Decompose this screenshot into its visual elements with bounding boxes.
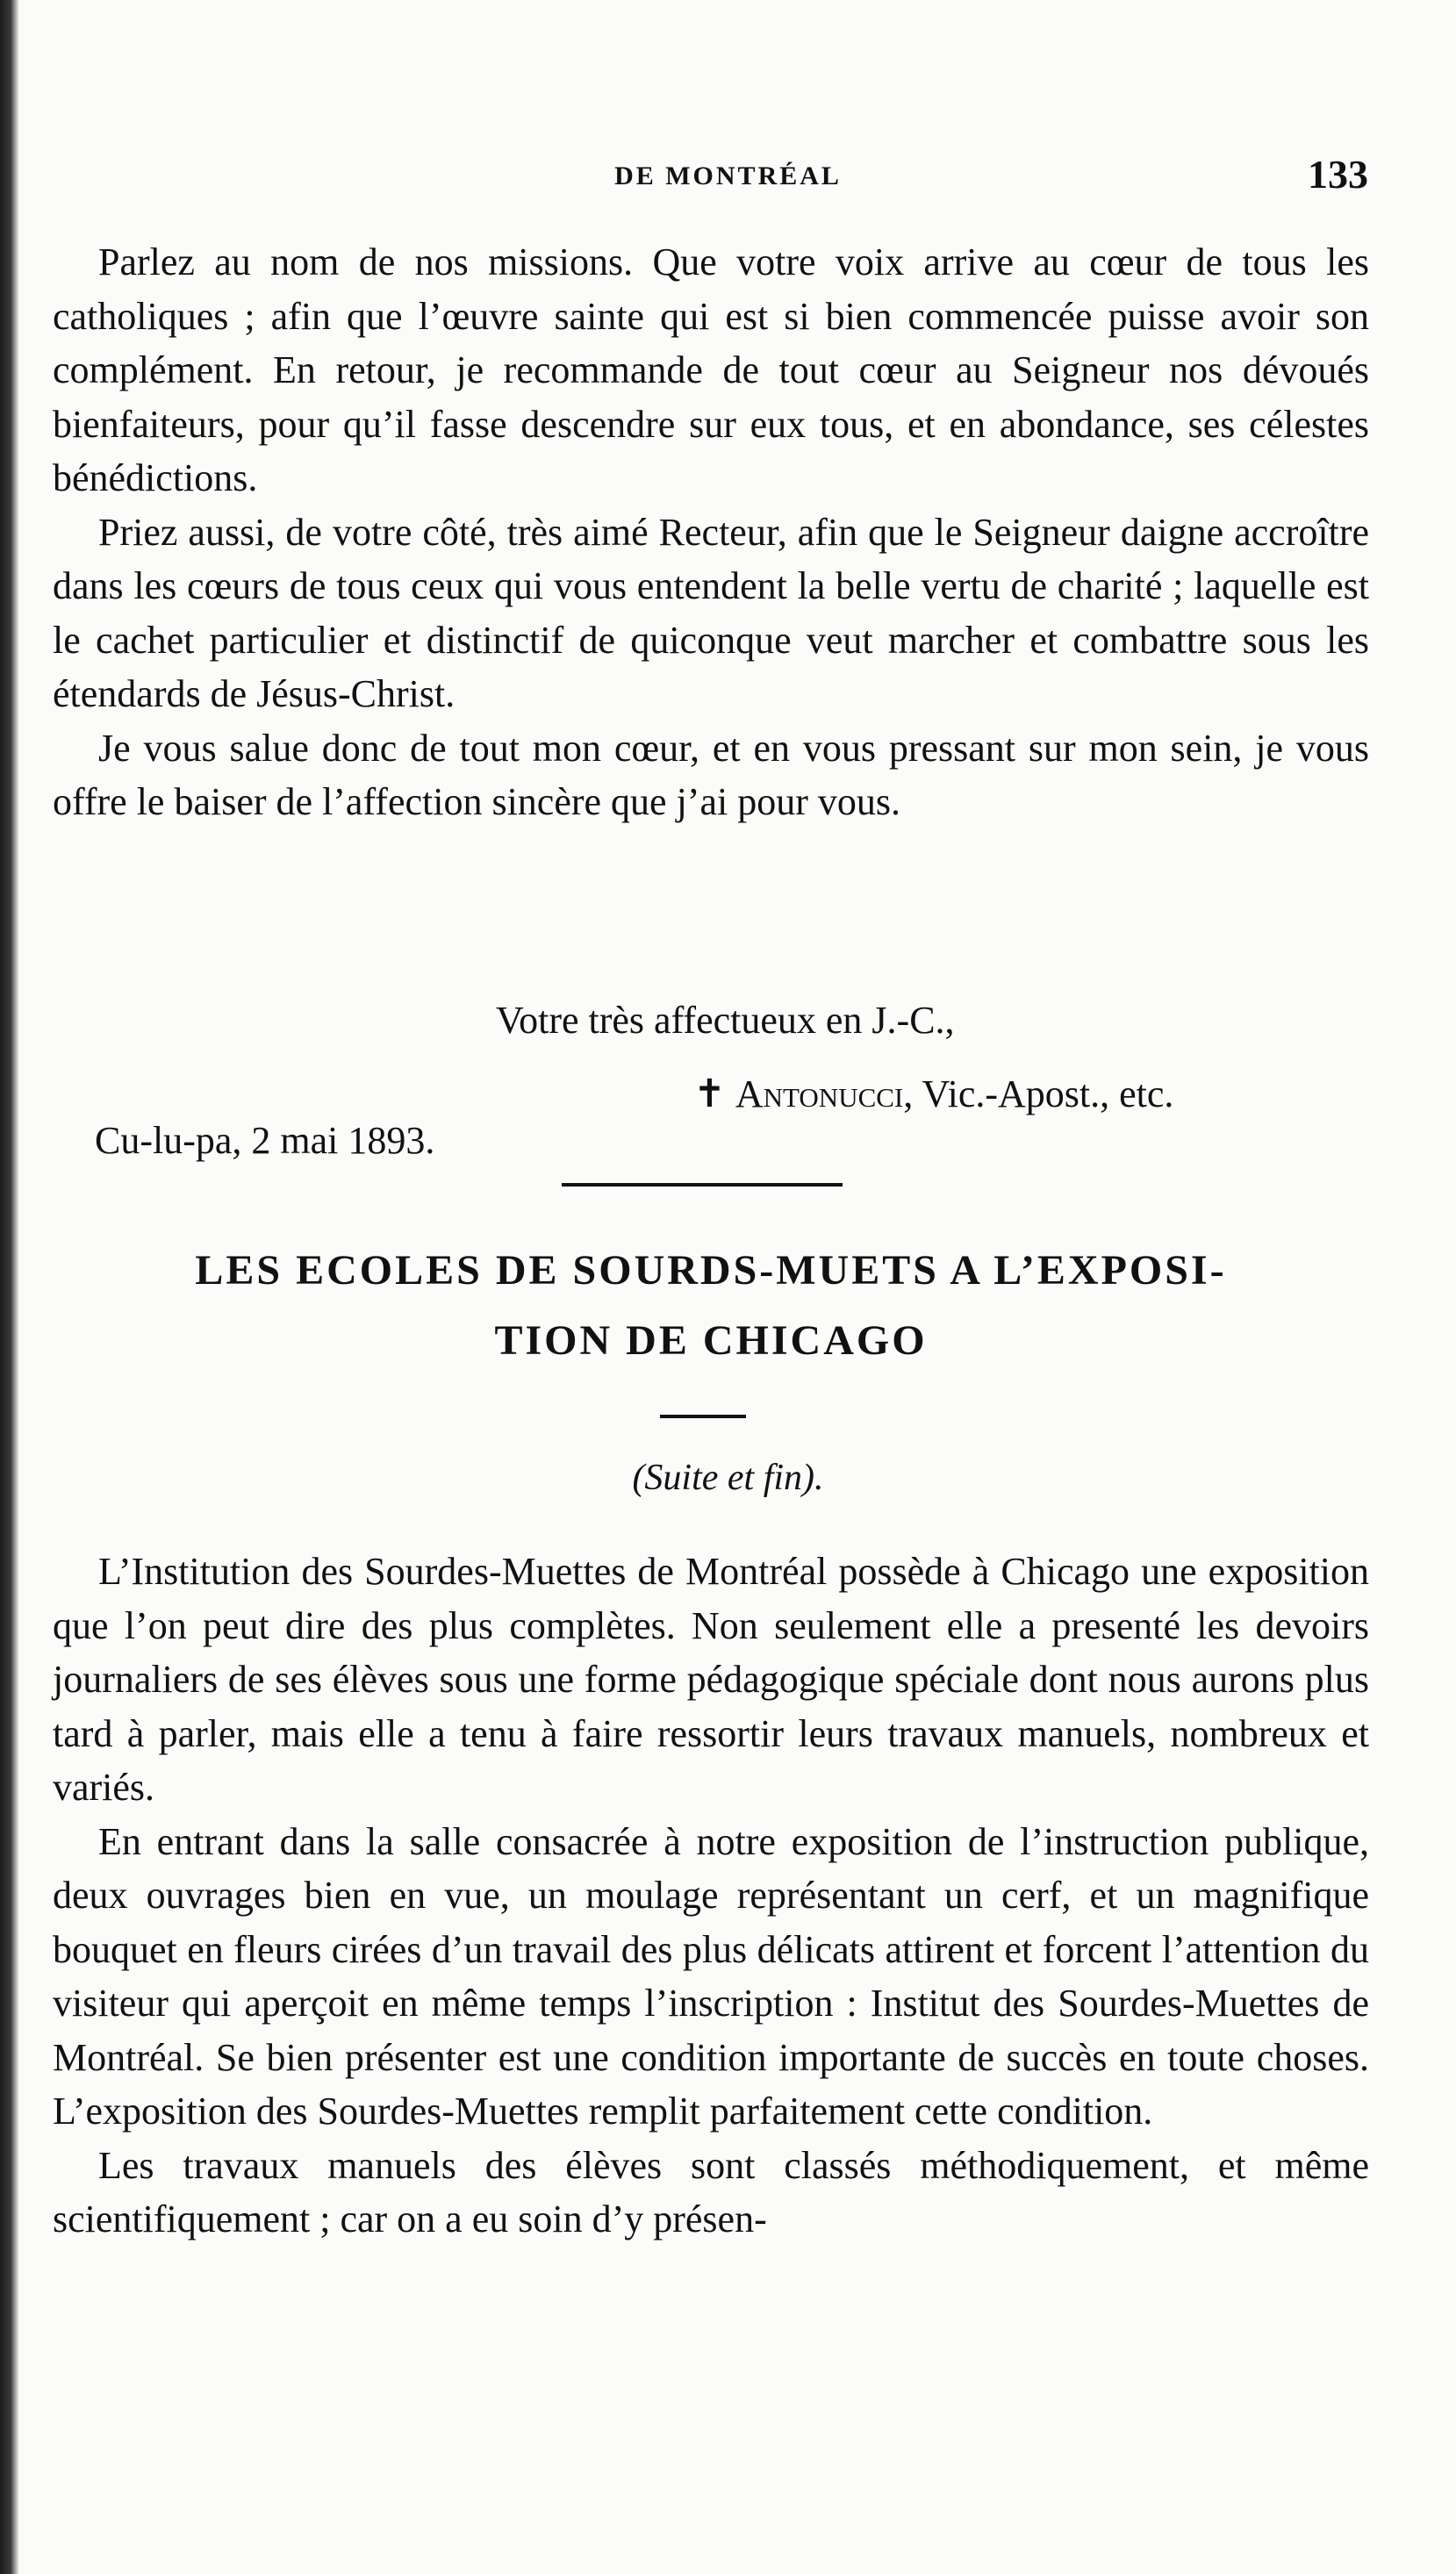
letter-signature [693,1068,1173,1121]
article-paragraph-2: En entrant dans la salle consacrée à notre exposition de l’instruction publique, deux ouvrages bien en vue, un moulage représentant un cerf, et un magnifique bouquet en fleurs cirées d’un travail des plus délicats attirent et forcent l’attention du visiteur qui aperçoit en même temps l’inscription : Institut des Sourdes-Muettes de Montréal. Se bien présenter est une condition importante de succès en toute choses. L’exposition des Sourdes-Muettes remplit parfaitement cette condition. [53,1819,1369,2133]
section-divider [562,1183,843,1187]
article-paragraph-1: L’Institution des Sourdes-Muettes de Montréal possède à Chicago une exposition que l’on peut dire des plus complètes. Non seulement elle a presenté les devoirs journaliers de ses élèves sous une forme pédagogique spéciale dont nous aurons plus tard à parler, mais elle a tenu à faire ressortir leurs travaux manuels, nombreux et variés. [53,1550,1369,1809]
page-binding-edge [0,0,19,2574]
letter-paragraph-2: Priez aussi, de votre côté, très aimé Recteur, afin que le Seigneur daigne accroître dans les cœurs de tous ceux qui vous entendent la belle vertu de charité ; laquelle est le cachet particulier et distinctif de quiconque veut marcher et combattre sous les étendards de Jésus-Christ. [53,510,1369,715]
article-subtitle: (Suite et fin). [632,1458,824,1498]
article-title-line-1: LES ECOLES DE SOURDS-MUETS A L’EXPOSI- [195,1247,1227,1294]
cross-icon: ✝ [693,1072,726,1115]
page-number: 133 [1308,152,1368,197]
article-title [53,1236,1369,1376]
letter-closing: Votre très affectueux en J.-C., [496,999,955,1042]
title-divider [660,1415,746,1418]
letter-place-date: Cu-lu-pa, 2 mai 1893. [95,1119,435,1162]
signature-title: , Vic.-Apost., etc. [903,1072,1174,1115]
running-head: DE MONTRÉAL [614,161,842,190]
article-body [53,1545,1369,2247]
signature-name: Antonucci [735,1072,904,1115]
article-paragraph-3: Les travaux manuels des élèves sont classés méthodiquement, et même scientifiquement ; car on a eu soin d’y présen- [53,2143,1369,2241]
letter-paragraph-1: Parlez au nom de nos missions. Que votre voix arrive au cœur de tous les catholiques ; afin que l’œuvre sainte qui est si bien commencée puisse avoir son complément. En retour, je recommande de tout cœur au Seigneur nos dévoués bienfaiteurs, pour qu’il fasse descendre sur eux tous, et en abondance, ses célestes bénédictions. [53,240,1369,499]
letter-body [53,235,1369,829]
letter-paragraph-3: Je vous salue donc de tout mon cœur, et en vous pressant sur mon sein, je vous offre le baiser de l’affection sincère que j’ai pour vous. [53,726,1369,823]
page-header [0,151,1456,204]
article-title-line-2: TION DE CHICAGO [494,1317,928,1364]
